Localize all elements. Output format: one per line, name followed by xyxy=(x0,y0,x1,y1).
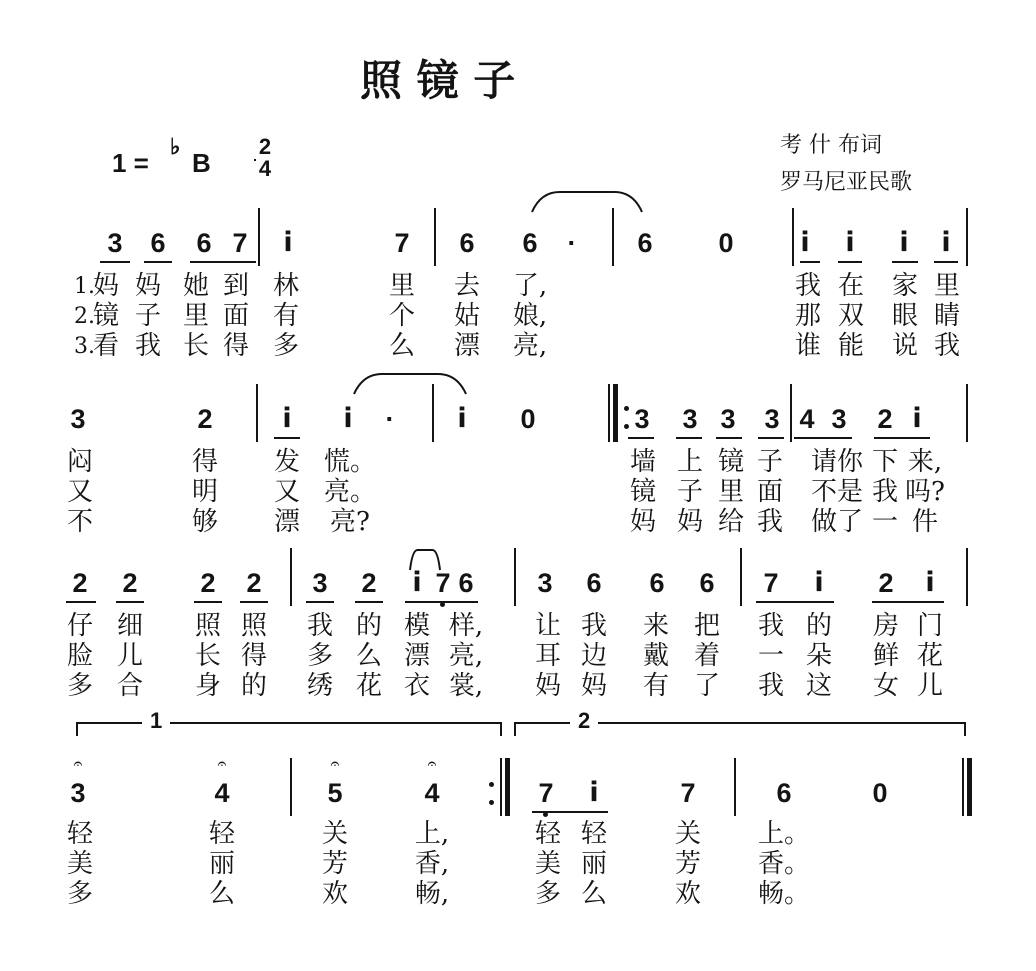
lyric-syllable: 亮, xyxy=(448,641,484,671)
lyric-syllable: 家 xyxy=(891,271,919,301)
lyric-syllable: 有 xyxy=(272,301,300,331)
lyric-syllable: 儿 xyxy=(916,671,944,701)
note: i xyxy=(814,567,824,598)
time-bottom: 4 xyxy=(258,156,272,181)
duration-underline xyxy=(355,601,383,603)
lyric-syllable: 睛 xyxy=(933,301,961,331)
barline xyxy=(500,758,502,816)
note: i xyxy=(457,403,467,434)
duration-underline xyxy=(405,601,478,603)
barline xyxy=(514,548,516,606)
lyric-syllable: 得 xyxy=(222,331,250,361)
lyric-syllable: 不是 xyxy=(810,477,864,507)
lyric-syllable: 吗? xyxy=(905,477,945,507)
time-bar xyxy=(254,159,256,161)
lyric-syllable: 脸 xyxy=(66,641,94,671)
lyric-syllable: 丽 xyxy=(208,849,236,879)
lyric-syllable: 欢 xyxy=(674,879,702,909)
note: 4 xyxy=(214,778,230,808)
barline xyxy=(966,548,968,606)
lyric-syllable: 去 xyxy=(453,271,481,301)
tie-slur xyxy=(352,372,468,396)
duration-underline xyxy=(874,437,930,439)
lyric-syllable: 镜 xyxy=(92,301,120,331)
lyric-syllable: 妈 xyxy=(580,671,608,701)
duration-underline xyxy=(240,601,268,603)
lyric-syllable: 多 xyxy=(272,331,300,361)
lyric-syllable: 又 xyxy=(273,477,301,507)
lyric-syllable: 上 xyxy=(676,447,704,477)
lyric-syllable: 了 xyxy=(693,671,721,701)
lyric-syllable: 妈 xyxy=(676,507,704,537)
lyric-syllable: 个 xyxy=(388,301,416,331)
time-top: 2 xyxy=(258,134,272,159)
lyric-syllable: 娘, xyxy=(512,301,548,331)
lyric-syllable: 又 xyxy=(66,477,94,507)
lyric-syllable: 姑 xyxy=(453,301,481,331)
note: 7 xyxy=(763,568,779,598)
lyric-syllable: 亮。 xyxy=(323,477,377,507)
note: 3 xyxy=(107,228,123,258)
duration-underline xyxy=(532,811,608,813)
lyric-syllable: 我 xyxy=(933,331,961,361)
lyric-syllable: 一 xyxy=(871,507,899,537)
note: 3 xyxy=(70,778,86,808)
lyric-syllable: 件 xyxy=(911,507,939,537)
lyric-syllable: 绣 xyxy=(306,671,334,701)
duration-underline xyxy=(934,261,958,263)
lyric-syllable: 芳 xyxy=(321,849,349,879)
lyric-syllable: 细 xyxy=(116,611,144,641)
repeat-dot xyxy=(489,782,494,787)
lyric-syllable: 能 xyxy=(837,331,865,361)
lyric-syllable: 畅。 xyxy=(757,879,811,909)
lyric-syllable: 耳 xyxy=(534,641,562,671)
lyric-syllable: 我 xyxy=(757,671,785,701)
lyric-syllable: 妈 xyxy=(629,507,657,537)
note: 2 xyxy=(361,568,377,598)
lyric-syllable: 了, xyxy=(512,271,548,301)
duration-underline xyxy=(274,437,300,439)
barline xyxy=(966,384,968,442)
barline xyxy=(258,208,260,266)
note: 3 xyxy=(720,404,736,434)
lyric-syllable: 美 xyxy=(66,849,94,879)
fermata-icon: 𝄐 xyxy=(330,754,340,773)
lyric-syllable: 镜 xyxy=(717,447,745,477)
barline xyxy=(608,384,610,442)
lyric-syllable: 关 xyxy=(321,819,349,849)
lyric-syllable: 多 xyxy=(306,641,334,671)
lyric-syllable: 多 xyxy=(66,671,94,701)
lyric-syllable: 到 xyxy=(222,271,250,301)
note: i xyxy=(800,227,810,258)
lyric-syllable: 来 xyxy=(642,611,670,641)
lyric-syllable: 轻 xyxy=(580,819,608,849)
lyric-syllable: 美 xyxy=(534,849,562,879)
duration-underline xyxy=(794,437,852,439)
lyric-syllable: 让 xyxy=(534,611,562,641)
duration-underline xyxy=(892,261,918,263)
lyric-syllable: 照 xyxy=(240,611,268,641)
lyric-syllable: 我 xyxy=(757,611,785,641)
note: 2 xyxy=(200,568,216,598)
lyric-syllable: 的 xyxy=(355,611,383,641)
lyric-syllable: 得 xyxy=(191,447,219,477)
lyric-syllable: 么 xyxy=(208,879,236,909)
lyric-syllable: 里 xyxy=(182,301,210,331)
lyric-syllable: 上, xyxy=(414,819,450,849)
lyric-syllable: 香, xyxy=(414,849,450,879)
note: 4 xyxy=(799,404,815,434)
verse-number: 2. xyxy=(74,304,95,329)
lyric-syllable: 轻 xyxy=(534,819,562,849)
lyric-syllable: 妈 xyxy=(134,271,162,301)
note: 0 xyxy=(872,778,888,808)
note: 6 xyxy=(776,778,792,808)
lyric-syllable: 轻 xyxy=(208,819,236,849)
lyric-syllable: 亮, xyxy=(512,331,548,361)
lyric-syllable: 我 xyxy=(756,507,784,537)
lyric-syllable: 长 xyxy=(182,331,210,361)
lyric-syllable: 有 xyxy=(642,671,670,701)
lyric-syllable: 么 xyxy=(580,879,608,909)
note: 7 xyxy=(680,778,696,808)
lyric-syllable: 面 xyxy=(222,301,250,331)
duration-underline xyxy=(100,261,130,263)
lyric-syllable: 妈 xyxy=(92,271,120,301)
note: 6 xyxy=(637,228,653,258)
lyric-syllable: 子 xyxy=(134,301,162,331)
barline xyxy=(734,758,736,816)
note: 7 xyxy=(435,568,451,598)
lyric-syllable: 妈 xyxy=(534,671,562,701)
barline xyxy=(612,208,614,266)
note: 6 xyxy=(458,568,474,598)
note: 6 xyxy=(196,228,212,258)
lyric-syllable: 明 xyxy=(191,477,219,507)
barline xyxy=(962,758,964,816)
key-flat: ♭ xyxy=(170,134,181,159)
note: 2 xyxy=(877,404,893,434)
barline xyxy=(740,548,742,606)
lyric-syllable: 朵 xyxy=(805,641,833,671)
lyric-syllable: 里 xyxy=(388,271,416,301)
duration-underline xyxy=(872,601,944,603)
repeat-dot xyxy=(489,800,494,805)
lyric-syllable: 她 xyxy=(182,271,210,301)
lyric-syllable: 面 xyxy=(756,477,784,507)
duration-underline xyxy=(800,261,820,263)
note: i xyxy=(925,567,935,598)
lyric-syllable: 林 xyxy=(272,271,300,301)
lyric-syllable: 墙 xyxy=(629,447,657,477)
final-thick-bar xyxy=(967,758,972,816)
key-note: B xyxy=(192,148,211,178)
lyric-syllable: 花 xyxy=(916,641,944,671)
note: 0 xyxy=(520,404,536,434)
note: · xyxy=(567,228,577,258)
barline xyxy=(256,384,258,442)
lyric-syllable: 镜 xyxy=(629,477,657,507)
lyric-syllable: 样, xyxy=(448,611,484,641)
lyric-syllable: 鲜 xyxy=(872,641,900,671)
barline xyxy=(290,758,292,816)
note: · xyxy=(385,404,395,434)
volta-1-left xyxy=(76,722,78,736)
note: 0 xyxy=(718,228,734,258)
barline xyxy=(434,208,436,266)
repeat-thick-bar xyxy=(505,758,510,816)
lyric-syllable: 的 xyxy=(240,671,268,701)
lyric-syllable: 么 xyxy=(388,331,416,361)
repeat-dot xyxy=(624,424,629,429)
lyric-syllable: 子 xyxy=(756,447,784,477)
note: i xyxy=(282,403,292,434)
note: 7 xyxy=(538,778,554,808)
lyric-syllable: 儿 xyxy=(116,641,144,671)
duration-underline xyxy=(66,601,96,603)
lyric-syllable: 轻 xyxy=(66,819,94,849)
note: i xyxy=(912,403,922,434)
lyric-syllable: 芳 xyxy=(674,849,702,879)
duration-underline xyxy=(306,601,334,603)
volta-1-line xyxy=(76,722,502,724)
lyric-syllable: 看 xyxy=(92,331,120,361)
lyric-syllable: 说 xyxy=(891,331,919,361)
note: 3 xyxy=(70,404,86,434)
lyric-syllable: 闷 xyxy=(66,447,94,477)
note: 6 xyxy=(150,228,166,258)
lyric-syllable: 香。 xyxy=(757,849,811,879)
volta-2-right xyxy=(964,722,966,736)
volta-first-label: 1 xyxy=(142,708,170,734)
lyric-syllable: 那 xyxy=(794,301,822,331)
volta-2-left xyxy=(514,722,516,736)
note: 2 xyxy=(246,568,262,598)
note: i xyxy=(283,227,293,258)
note: i xyxy=(845,227,855,258)
lyric-syllable: 衣 xyxy=(403,671,431,701)
lyric-syllable: 裳, xyxy=(448,671,484,701)
note: 4 xyxy=(424,778,440,808)
note: 5 xyxy=(327,778,343,808)
key-prefix: 1 = xyxy=(112,148,149,178)
note: 7 xyxy=(232,228,248,258)
barline xyxy=(790,384,792,442)
tie-slur xyxy=(530,190,644,214)
lyric-syllable: 眼 xyxy=(891,301,919,331)
barline xyxy=(792,208,794,266)
note: i xyxy=(412,567,422,598)
note: i xyxy=(899,227,909,258)
note: 6 xyxy=(522,228,538,258)
lyric-syllable: 丽 xyxy=(580,849,608,879)
lyric-syllable: 我 xyxy=(306,611,334,641)
lyric-syllable: 么 xyxy=(355,641,383,671)
duration-underline xyxy=(628,437,654,439)
duration-underline xyxy=(676,437,702,439)
verse-number: 3. xyxy=(74,334,95,359)
lyric-syllable: 一 xyxy=(757,641,785,671)
lyric-syllable: 多 xyxy=(66,879,94,909)
barline xyxy=(290,548,292,606)
duration-underline xyxy=(116,601,144,603)
lyric-syllable: 我 xyxy=(871,477,899,507)
lyric-syllable: 漂 xyxy=(453,331,481,361)
lyric-syllable: 慌。 xyxy=(323,447,377,477)
verse-number: 1. xyxy=(74,274,95,299)
lyric-syllable: 亮? xyxy=(330,507,370,537)
note: 3 xyxy=(682,404,698,434)
lyric-syllable: 谁 xyxy=(794,331,822,361)
lyric-syllable: 这 xyxy=(805,671,833,701)
lyric-syllable: 花 xyxy=(355,671,383,701)
lyric-syllable: 在 xyxy=(837,271,865,301)
lyric-syllable: 身 xyxy=(194,671,222,701)
fermata-icon: 𝄐 xyxy=(217,754,227,773)
lyric-syllable: 的 xyxy=(805,611,833,641)
note: 2 xyxy=(72,568,88,598)
lyric-syllable: 边 xyxy=(580,641,608,671)
lyric-syllable: 女 xyxy=(872,671,900,701)
lyric-syllable: 发 xyxy=(273,447,301,477)
repeat-thick-bar xyxy=(613,384,618,442)
fermata-icon: 𝄐 xyxy=(73,754,83,773)
note: 6 xyxy=(459,228,475,258)
note: 6 xyxy=(649,568,665,598)
lyric-syllable: 门 xyxy=(916,611,944,641)
note: 3 xyxy=(634,404,650,434)
lyric-syllable: 子 xyxy=(676,477,704,507)
note: i xyxy=(589,777,599,808)
note: 6 xyxy=(586,568,602,598)
lyric-syllable: 来, xyxy=(907,447,943,477)
lyricist-credit: 考 什 布词 xyxy=(780,133,882,158)
duration-underline xyxy=(756,601,834,603)
lyric-syllable: 模 xyxy=(403,611,431,641)
lyric-syllable: 双 xyxy=(837,301,865,331)
duration-underline xyxy=(716,437,742,439)
note: 3 xyxy=(764,404,780,434)
duration-underline xyxy=(194,601,222,603)
time-signature xyxy=(254,136,276,180)
slur xyxy=(408,548,442,572)
barline xyxy=(966,208,968,266)
duration-underline xyxy=(190,261,256,263)
song-title: 照 镜 子 xyxy=(360,56,516,105)
lyric-syllable: 够 xyxy=(191,507,219,537)
note: 6 xyxy=(699,568,715,598)
fermata-icon: 𝄐 xyxy=(427,754,437,773)
lyric-syllable: 里 xyxy=(717,477,745,507)
lyric-syllable: 照 xyxy=(194,611,222,641)
lyric-syllable: 我 xyxy=(134,331,162,361)
note: 7 xyxy=(394,228,410,258)
volta-1-right xyxy=(500,722,502,736)
lyric-syllable: 关 xyxy=(674,819,702,849)
note: i xyxy=(343,403,353,434)
lyric-syllable: 得 xyxy=(240,641,268,671)
repeat-dot xyxy=(624,406,629,411)
note: 3 xyxy=(312,568,328,598)
lyric-syllable: 不 xyxy=(66,507,94,537)
note: 3 xyxy=(537,568,553,598)
lyric-syllable: 漂 xyxy=(403,641,431,671)
note: 2 xyxy=(197,404,213,434)
lyric-syllable: 下 xyxy=(871,447,899,477)
lyric-syllable: 着 xyxy=(693,641,721,671)
lyric-syllable: 把 xyxy=(693,611,721,641)
duration-underline xyxy=(144,261,172,263)
lyric-syllable: 多 xyxy=(534,879,562,909)
lyric-syllable: 我 xyxy=(794,271,822,301)
lyric-syllable: 欢 xyxy=(321,879,349,909)
duration-underline xyxy=(838,261,862,263)
lyric-syllable: 我 xyxy=(580,611,608,641)
lyric-syllable: 合 xyxy=(116,671,144,701)
lyric-syllable: 给 xyxy=(717,507,745,537)
lyric-syllable: 上。 xyxy=(757,819,811,849)
note: 3 xyxy=(831,404,847,434)
lyric-syllable: 戴 xyxy=(642,641,670,671)
lyric-syllable: 里 xyxy=(933,271,961,301)
volta-second-label: 2 xyxy=(570,708,598,734)
composer-credit: 罗马尼亚民歌 xyxy=(780,170,913,195)
lyric-syllable: 房 xyxy=(872,611,900,641)
duration-underline xyxy=(758,437,784,439)
note: 2 xyxy=(878,568,894,598)
note: i xyxy=(941,227,951,258)
lyric-syllable: 仔 xyxy=(66,611,94,641)
note: 2 xyxy=(122,568,138,598)
lyric-syllable: 请你 xyxy=(810,447,864,477)
lyric-syllable: 长 xyxy=(194,641,222,671)
lyric-syllable: 做了 xyxy=(810,507,864,537)
lyric-syllable: 畅, xyxy=(414,879,450,909)
lyric-syllable: 漂 xyxy=(273,507,301,537)
